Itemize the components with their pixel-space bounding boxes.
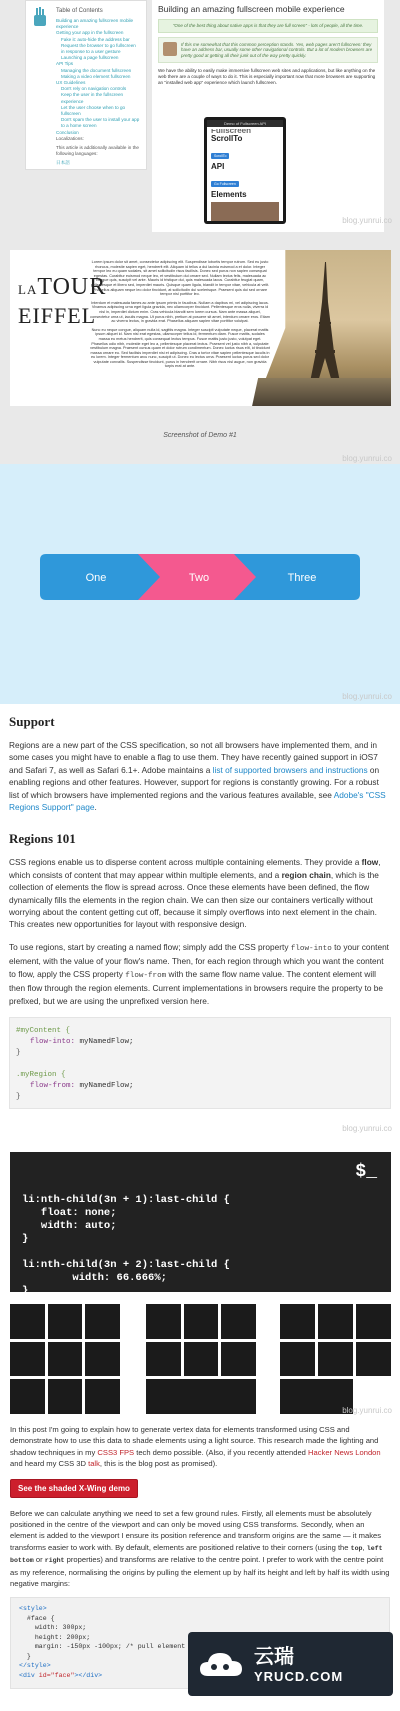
step-label-two: Two [188, 572, 210, 584]
grid-cell [221, 1342, 256, 1377]
toc-item[interactable]: API Tips [56, 61, 74, 67]
grid-layouts [10, 1304, 391, 1414]
grid-cell [85, 1342, 120, 1377]
watermark: blog.yunrui.co [342, 216, 392, 225]
toc-item[interactable]: UX Guidelines [56, 80, 86, 86]
code-line: flow-into: myNamedFlow; [30, 1037, 134, 1046]
watermark: blog.yunrui.co [342, 692, 392, 701]
phone-heading-scrollto: ScrollTo [211, 134, 243, 143]
tour-paragraph: Lorem ipsum dolor sit amet, consectetur adipiscing elit. Suspendisse lobortis tempor rutrum. Sed eu justo rhoncus, molestie sapien eget, hendrerit elit. Aliquam id tellus a dui lacinia euismod a et dolor. Integer tempor leo eu quam sodales, sit amet sollicitudin risus facilisis. Donec sed purus non sapien consequat egestas. Curabitur euismod neque leo, et vestibulum dui ornare sed. Nullam lectus felis, malesuada ac congue quis, suscipit vel ante. Mauris id tristique dui, quis malesuada lacus. Curabitur feugiat quam, pellentesque et libero sed, imperdiet mauris. Quisque quam ligula, blandit in tempor vitae, vehicula at velit. Phasellus aliquam neque leo dolor tincidunt, at sollicitudin dui scelerisque. Praesent quis dui sed ornare tempor nisl porttitor leo. [90, 260, 270, 297]
avatar [163, 42, 177, 56]
grid-cell [48, 1342, 83, 1377]
yrucd-watermark-badge [188, 1632, 393, 1696]
quote-box: "One of the best thing about native apps is that they are full screen" - lots of people, all the time. [158, 19, 378, 33]
article-title: Building an amazing fullscreen mobile experience [158, 4, 345, 14]
brand-cn: 云瑞 [254, 1645, 294, 1668]
toc-item[interactable]: Making a video element fullscreen [61, 73, 131, 79]
table-of-contents [25, 0, 147, 170]
grid-cell [85, 1304, 120, 1339]
grid-cell [10, 1379, 45, 1414]
logo-line2: EIFFEL [18, 303, 97, 328]
step-label-one: One [85, 572, 107, 584]
code-line: flow-from: myNamedFlow; [30, 1081, 134, 1090]
toc-item[interactable]: Don't rely on navigation controls [61, 86, 127, 92]
tour-paragraph: Interdum et malesuada fames ac ante ipsum primis in faucibus. Nullam a dapibus mi, vel adipiscing lacus. Vivamus adipiscing urna eget ligula gravida, nec ullamcorper tincidunt. Pellentesque eros nulla, viverra id nisl in, imperdiet dictum enim. Cras vehicula blandit sem lorem cursus. Nam ante massa aliquet, consectetur urna ut, iaculis magna. Ut purus nibh, pretium at posuere sit amet, interdum ornare eros. Etiam ac viverra lectus, in gravida erat. Phasellus aliquam sapien vitae porttitor volutpat. [90, 300, 270, 324]
supported-browsers-link[interactable]: list of supported browsers and instructions [212, 764, 368, 775]
river-image [240, 378, 391, 406]
regions-paragraph-2: To use regions, start by creating a named flow; simply add the CSS property flow-into to your content element, with the value of your flow's name. Then, for each region through which you want the content to flow, apply the CSS property flow-from with the same flow name value. The content element will then flow through the region elements. Current implementations in browsers require the property to be prefixed, but we are using the unprefixed version here. [9, 941, 389, 1006]
grid-layout-1 [10, 1304, 120, 1414]
phone-title-bar: Demo of Fullscreen API [207, 120, 283, 127]
tour-text [90, 260, 270, 373]
support-heading: Support [9, 714, 55, 729]
grid-layout-2 [146, 1304, 256, 1414]
toc-item[interactable]: Managing the document fullscreen [61, 67, 132, 73]
grid-cell [356, 1304, 391, 1339]
grid-cell [48, 1304, 83, 1339]
code-line: #face { [19, 1614, 55, 1622]
eiffel-tower-icon [310, 262, 340, 382]
toc-title: Table of Contents [56, 8, 103, 14]
logo-small-text: LA [18, 282, 38, 297]
terminal-code-block [10, 1152, 391, 1297]
code-line: .myRegion { [16, 1070, 66, 1079]
support-paragraph: Regions are a new part of the CSS specification, so not all browsers have implemented them, and in some cases you might have to enable a flag to use them. They have recently gained support in iOS7 and Safari 7, as well as Safari 6.1+. Adobe maintains a list of supported browsers and instructions on enabling regions and other features. However, support for regions is constantly growing. For a robust list of which browsers have implemented regions and the various features available, see Adobe's "CSS Regions Support" page. [9, 740, 386, 813]
grid-cell-wide [146, 1379, 256, 1414]
grid-cell [48, 1379, 83, 1414]
css3-fps-link[interactable]: CSS3 FPS [97, 1447, 135, 1457]
grid-cell [10, 1342, 45, 1377]
code-line: </style> [19, 1662, 51, 1670]
phone-heading-fullscreen: Fullscreen [211, 129, 252, 134]
tour-paragraph: Nunc eu neque congue, aliquam nulla id, sagittis magna. Integer suscipit vulputate neque, placerat mattis ipsum aliquet id. Nam nisl erat egestas, ullamcorper tellus id, fermentum diam. Fusce mattis, sodales massa eu metus hendrerit, quis consequat lectus tempus. Fusce mattis justo justo, volutpat eget. Phasellus odio nibh, molestie eget leo a, pellentesque placerat lectus. Praesent vel justo nibh a, vulputate vestibulum magna. Praesent cursus quam et dolor rutrum condimentum. Donec luctus risus elit, id tincidunt massa ornare eu. Sed facilisis imperdiet nisi et adipiscing. Cras a tortor vitae sapien pellentesque iaculis in eu lorem. Integer fermentum arcu nunc, suscipit ut. Donec eu lectus urna. Praesent luctus purus sed dolor vulputate convallis. Suspendisse tincidunt, purus in hendrerit ornare. Nibh risus nisl augue, non gravida turpis erat at ante. [90, 327, 270, 369]
terminal-code: li:nth-child(3n + 1):last-child { float: none; width: auto; } li:nth-child(3n + 2):last-child { width: 66.666%; } [22, 1194, 230, 1297]
code-line: width: 300px; [19, 1624, 87, 1632]
code-line: margin: -150px -100px; /* pull element [19, 1643, 186, 1651]
grid-cell [10, 1304, 45, 1339]
tour-eiffel-demo [10, 250, 391, 406]
regions-paragraph-1: CSS regions enable us to disperse content across multiple containing elements. They provide a flow, which consists of content that may appear within multiple elements, and a region chain, which is the collection of elements the flow is spread across. Once these elements have been defined, the flow dynamically fills the elements in the region chain. We can then size our containers vertically without worrying about the content getting cut off, because it simply overflows into next element in the chain. This creates new opportunities for layout with responsive design. [9, 857, 381, 930]
fullscreen-article [152, 0, 384, 232]
logo-icon [33, 7, 47, 27]
toc-language-link[interactable]: 日本語 [56, 160, 70, 166]
talk-link[interactable]: talk [88, 1459, 100, 1469]
watermark: blog.yunrui.co [342, 1406, 392, 1415]
toc-item[interactable]: Keep the user in the fullscreen experience [61, 92, 124, 104]
grid-cell [85, 1379, 120, 1414]
author-quote [158, 37, 378, 64]
steps-demo [0, 464, 400, 704]
grid-cell [184, 1342, 219, 1377]
phone-heading-api: API [211, 162, 225, 171]
toc-item[interactable]: Fake it: auto-hide the address bar [61, 36, 130, 42]
toc-item[interactable]: Launching a page fullscreen [61, 55, 119, 61]
author-quote-text: If this me somewhat that this common perception stands. Yes, web pages aren't fullscreen: they have an address bar, usually some other navigational controls. But a lot of modern browsers are pretty good at getting all their junk out of the way pretty quickly. [181, 41, 373, 58]
code-line: #myContent { [16, 1026, 71, 1035]
grid-cell [318, 1342, 353, 1377]
image-caption: Screenshot of Demo #1 [163, 432, 237, 439]
toc-item[interactable]: Conclusion [56, 129, 79, 135]
grid-cell [356, 1342, 391, 1377]
code-line: } [16, 1092, 21, 1101]
toc-item[interactable]: Getting your app in the fullscreen [56, 30, 124, 36]
video-thumbnail[interactable] [211, 202, 279, 221]
watermark: blog.yunrui.co [342, 454, 392, 463]
code-line: <div id="face"></div> [19, 1671, 103, 1679]
xwing-demo-button[interactable]: See the shaded X-Wing demo [10, 1479, 138, 1498]
toc-note: This article is additionally available in the following languages: [56, 145, 139, 157]
phone-heading-elements: Elements [211, 190, 247, 199]
screenshot-tour-eiffel [0, 232, 400, 464]
code-line: } [19, 1652, 31, 1660]
lighting-paragraph-2: Before we can calculate anything we need to set a few ground rules. Firstly, all elements must be absolutely positioned in the centre of the viewport and can only be moved using CSS transforms. Secondly, when an element is added to the viewport I ensure its position reference and transform origins are the same — it makes transforms easier to work with. By default, elements are positioned relative to their corners (using the top, left bottom or right properties) and transforms are relative to the centre point. I prefer to work with the centre point as my reference, normalising the origins by pulling the element up by half its height and left by half its width using negative margins: [10, 1508, 390, 1589]
logo-big-text: TOUR [37, 274, 107, 300]
grid-cell [184, 1304, 219, 1339]
grid-cell [280, 1342, 315, 1377]
nth-child-demo [0, 1144, 400, 1420]
phone-mockup [204, 117, 286, 224]
toc-item[interactable]: Building an amazing fullscreen mobile experience [56, 18, 134, 30]
grid-cell [146, 1304, 181, 1339]
grid-layout-3 [280, 1304, 391, 1414]
toc-item[interactable]: Request the browser to go fullscreen in response to a user gesture [61, 42, 136, 55]
hacker-news-london-link[interactable]: Hacker News London [308, 1447, 381, 1457]
grid-cell [280, 1304, 315, 1339]
toc-item: Localizations: [56, 135, 84, 141]
grid-cell [221, 1304, 256, 1339]
brand-en: YRUCD.COM [254, 1668, 344, 1684]
watermark: blog.yunrui.co [342, 1124, 392, 1133]
code-line: height: 200px; [19, 1633, 91, 1641]
lighting-paragraph-1: In this post I'm going to explain how to generate vertex data for elements transformed using CSS and demonstrate how to use this data to shade elements using a light source. This research made the lighting and shadow techniques in my CSS3 FPS tech demo possible. (Also, if you recently attended Hacker News London and heard my CSS 3D talk, this is the blog post as promised). [10, 1425, 381, 1469]
code-line: <style> [19, 1605, 47, 1613]
regions-article [0, 704, 400, 1144]
go-fullscreen-button[interactable]: Go Fullscreen [211, 181, 239, 187]
cloud-icon [198, 1648, 244, 1680]
phone-screen [207, 127, 283, 221]
terminal-prompt-icon: $_ [355, 1162, 377, 1182]
article-body: We have the ability to easily make immersive fullscreen web sites and applications, but like anything on the web there are a couple of ways to do it. This is especially important now that more browsers are supporting an "installed web app" experience which launch fullscreen. [158, 68, 376, 86]
code-line: } [16, 1048, 21, 1057]
adobe-support-link[interactable]: Adobe's "CSS Regions Support" page [9, 789, 386, 813]
scrollto-button[interactable]: ScrollTo [211, 153, 229, 159]
step-arrows [40, 554, 360, 600]
toc-item[interactable]: Don't spam the user to install your app to a home screen [61, 117, 140, 129]
toc-item[interactable]: Let the user choose when to go fullscreen [61, 104, 126, 117]
grid-cell [146, 1342, 181, 1377]
toc-list [56, 18, 140, 142]
step-label-three: Three [287, 572, 317, 584]
screenshot-fullscreen-article [0, 0, 400, 232]
grid-cell [318, 1304, 353, 1339]
regions-heading: Regions 101 [9, 831, 76, 847]
code-block-regions [9, 1017, 391, 1109]
